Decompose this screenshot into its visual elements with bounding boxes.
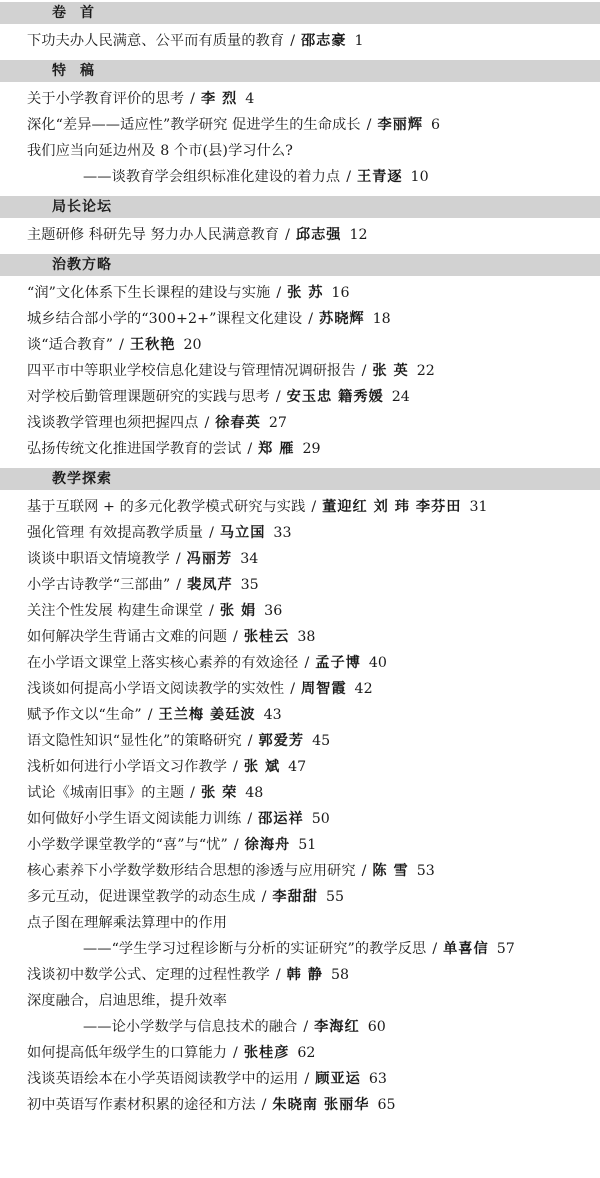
separator-slash: /: [303, 1019, 309, 1035]
entry-author: 张桂云: [243, 629, 290, 645]
entry-author: 王青逐: [356, 169, 403, 185]
entry-author: 王兰梅 姜廷波: [158, 707, 256, 723]
entry-title: 谈谈中职语文情境教学: [27, 551, 170, 567]
entry-title: 基于互联网 + 的多元化教学模式研究与实践: [27, 499, 306, 515]
toc-entry[interactable]: [0, 728, 600, 754]
entry-title: 下功夫办人民满意、公平而有质量的教育: [27, 33, 285, 49]
entry-page-number: 62: [297, 1045, 316, 1061]
entry-page-number: 45: [312, 733, 331, 749]
entry-page-number: 43: [263, 707, 282, 723]
separator-slash: /: [233, 759, 238, 775]
separator-slash: /: [432, 941, 438, 957]
entry-author: 张桂彦: [243, 1045, 290, 1061]
entry-author: 张 荣: [200, 785, 238, 801]
entry-page-number: 40: [368, 655, 387, 671]
entry-author: 周智霞: [300, 681, 347, 697]
section-entries: [0, 490, 600, 1122]
entry-author: 郭爱芳: [258, 733, 305, 749]
separator-slash: /: [247, 733, 253, 749]
entry-page-number: 22: [416, 363, 435, 379]
separator-slash: /: [361, 363, 367, 379]
toc-entry[interactable]: [0, 306, 600, 332]
entry-author: 冯丽芳: [186, 551, 233, 567]
separator-slash: /: [346, 169, 351, 185]
entry-author: 董迎红 刘 玮 李芬田: [322, 499, 462, 515]
entry-author: 邱志强: [295, 227, 342, 243]
section-entries: [0, 24, 600, 58]
toc-entry[interactable]: [0, 832, 600, 858]
toc-entry[interactable]: [0, 1066, 600, 1092]
entry-title: ——论小学数学与信息技术的融合: [83, 1019, 298, 1035]
entry-page-number: 38: [297, 629, 316, 645]
toc-entry[interactable]: [0, 650, 600, 676]
entry-page-number: 42: [354, 681, 373, 697]
toc-entry[interactable]: [0, 436, 600, 462]
entry-page-number: 10: [410, 169, 429, 185]
entry-page-number: 4: [245, 91, 255, 107]
entry-author: 张 英: [372, 363, 409, 379]
entry-page-number: 20: [183, 337, 202, 353]
entry-page-number: 55: [325, 889, 345, 905]
separator-slash: /: [290, 681, 295, 697]
toc-entry[interactable]: [0, 780, 600, 806]
entry-author: 王秋艳: [129, 337, 176, 353]
entry-title: 如何提高低年级学生的口算能力: [27, 1045, 228, 1061]
entry-title: 赋予作文以“生命”: [27, 707, 142, 723]
entry-author: 张 斌: [243, 759, 281, 775]
entry-page-number: 33: [273, 525, 292, 541]
entry-author: 裴凤芹: [187, 577, 233, 593]
separator-slash: /: [361, 863, 367, 879]
entry-title: 主题研修 科研先导 努力办人民满意教育: [27, 227, 280, 243]
section-heading: 局长论坛: [0, 196, 600, 218]
entry-title: 城乡结合部小学的“300+2+”课程文化建设: [27, 311, 303, 327]
entry-page-number: 36: [264, 603, 283, 619]
toc-entry-subtitle[interactable]: [0, 936, 600, 962]
separator-slash: /: [276, 285, 282, 301]
table-of-contents: [0, 2, 600, 1122]
separator-slash: /: [304, 1071, 310, 1087]
entry-title: 四平市中等职业学校信息化建设与管理情况调研报告: [27, 363, 356, 379]
entry-title: 浅谈英语绘本在小学英语阅读教学中的运用: [27, 1071, 299, 1087]
entry-title: 在小学语文课堂上落实核心素养的有效途径: [27, 655, 299, 671]
separator-slash: /: [233, 629, 238, 645]
separator-slash: /: [176, 577, 182, 593]
toc-entry[interactable]: [0, 910, 600, 936]
entry-title: ——谈教育学会组织标准化建设的着力点: [83, 169, 341, 185]
entry-title: 强化管理 有效提高教学质量: [27, 525, 204, 541]
toc-entry[interactable]: [0, 988, 600, 1014]
toc-entry[interactable]: [0, 1040, 600, 1066]
entry-title: 关注个性发展 构建生命课堂: [27, 603, 204, 619]
entry-title: 初中英语写作素材积累的途径和方法: [27, 1097, 256, 1113]
toc-entry[interactable]: [0, 222, 600, 248]
entry-author: 陈 雪: [372, 863, 409, 879]
entry-page-number: 47: [288, 759, 307, 775]
entry-author: 邵运祥: [258, 811, 304, 827]
separator-slash: /: [311, 499, 317, 515]
entry-title: 谈“适合教育”: [27, 337, 114, 353]
separator-slash: /: [147, 707, 153, 723]
entry-title: 小学古诗教学“三部曲”: [27, 577, 171, 593]
entry-title: 浅谈如何提高小学语文阅读教学的实效性: [27, 681, 285, 697]
separator-slash: /: [275, 389, 281, 405]
entry-author: 李海红: [314, 1019, 360, 1035]
separator-slash: /: [275, 967, 281, 983]
entry-title: 深度融合，启迪思维，提升效率: [27, 993, 228, 1009]
separator-slash: /: [308, 311, 313, 327]
entry-page-number: 34: [240, 551, 259, 567]
entry-title: 语文隐性知识“显性化”的策略研究: [27, 733, 242, 749]
toc-entry[interactable]: [0, 86, 600, 112]
entry-author: 安玉忠 籍秀媛: [286, 389, 384, 405]
entry-page-number: 48: [245, 785, 264, 801]
separator-slash: /: [290, 33, 295, 49]
entry-title: 对学校后勤管理课题研究的实践与思考: [27, 389, 270, 405]
entry-author: 顾亚运: [315, 1071, 361, 1087]
section-heading: 治教方略: [0, 254, 600, 276]
separator-slash: /: [190, 91, 195, 107]
section-heading: 卷首: [0, 2, 600, 24]
entry-author: 马立国: [219, 525, 266, 541]
toc-entry[interactable]: [0, 384, 600, 410]
entry-title: ——“学生学习过程诊断与分析的实证研究”的教学反思: [83, 941, 427, 957]
entry-title: “润”文化体系下生长课程的建设与实施: [27, 285, 271, 301]
separator-slash: /: [175, 551, 181, 567]
entry-page-number: 53: [416, 863, 435, 879]
entry-page-number: 60: [367, 1019, 386, 1035]
entry-page-number: 65: [377, 1097, 396, 1113]
entry-page-number: 35: [240, 577, 259, 593]
separator-slash: /: [261, 889, 267, 905]
entry-author: 孟子博: [315, 655, 361, 671]
toc-entry[interactable]: [0, 358, 600, 384]
entry-author: 张 娟: [219, 603, 257, 619]
entry-author: 徐春英: [215, 415, 261, 431]
entry-title: 关于小学教育评价的思考: [27, 91, 185, 107]
entry-page-number: 63: [368, 1071, 387, 1087]
separator-slash: /: [209, 525, 214, 541]
toc-entry[interactable]: [0, 572, 600, 598]
toc-entry[interactable]: [0, 806, 600, 832]
entry-page-number: 27: [268, 415, 287, 431]
entry-title: 核心素养下小学数学数形结合思想的渗透与应用研究: [27, 863, 356, 879]
entry-page-number: 12: [349, 227, 368, 243]
separator-slash: /: [233, 1045, 238, 1061]
entry-page-number: 6: [431, 117, 441, 133]
toc-entry[interactable]: [0, 520, 600, 546]
toc-entry[interactable]: [0, 1092, 600, 1118]
entry-title: 试论《城南旧事》的主题: [27, 785, 185, 801]
toc-entry[interactable]: [0, 28, 600, 54]
entry-title: 如何解决学生背诵古文难的问题: [27, 629, 228, 645]
entry-page-number: 31: [469, 499, 488, 515]
entry-page-number: 18: [372, 311, 391, 327]
entry-title: 浅谈初中数学公式、定理的过程性教学: [27, 967, 270, 983]
toc-entry[interactable]: [0, 598, 600, 624]
entry-title: 如何做好小学生语文阅读能力训练: [27, 811, 242, 827]
entry-page-number: 50: [311, 811, 330, 827]
entry-title: 我们应当向延边州及 8 个市(县)学习什么?: [27, 143, 293, 159]
entry-title: 弘扬传统文化推进国学教育的尝试: [27, 441, 242, 457]
toc-entry-subtitle[interactable]: [0, 164, 600, 190]
entry-author: 张 苏: [287, 285, 324, 301]
entry-page-number: 16: [331, 285, 350, 301]
toc-entry[interactable]: [0, 962, 600, 988]
separator-slash: /: [247, 811, 253, 827]
entry-author: 邵志豪: [300, 33, 347, 49]
toc-entry-subtitle[interactable]: [0, 1014, 600, 1040]
entry-author: 韩 静: [286, 967, 323, 983]
entry-page-number: 29: [302, 441, 321, 457]
separator-slash: /: [304, 655, 310, 671]
toc-entry[interactable]: [0, 702, 600, 728]
entry-page-number: 58: [331, 967, 350, 983]
entry-title: 浅谈教学管理也须把握四点: [27, 415, 199, 431]
toc-entry[interactable]: [0, 546, 600, 572]
entry-title: 小学数学课堂教学的“喜”与“忧”: [27, 837, 228, 853]
toc-entry[interactable]: [0, 494, 600, 520]
entry-author: 李甜甜: [272, 889, 318, 905]
toc-entry[interactable]: [0, 624, 600, 650]
separator-slash: /: [190, 785, 195, 801]
toc-entry[interactable]: [0, 858, 600, 884]
toc-entry[interactable]: [0, 138, 600, 164]
entry-title: 点子图在理解乘法算理中的作用: [27, 915, 228, 931]
entry-page-number: 57: [496, 941, 515, 957]
entry-page-number: 51: [298, 837, 317, 853]
toc-entry[interactable]: [0, 332, 600, 358]
separator-slash: /: [261, 1097, 267, 1113]
separator-slash: /: [209, 603, 214, 619]
entry-author: 单喜信: [443, 941, 489, 957]
entry-page-number: 1: [354, 33, 364, 49]
toc-entry[interactable]: [0, 676, 600, 702]
separator-slash: /: [204, 415, 210, 431]
toc-entry[interactable]: [0, 754, 600, 780]
entry-title: 多元互动，促进课堂教学的动态生成: [27, 889, 256, 905]
toc-entry[interactable]: [0, 280, 600, 306]
separator-slash: /: [285, 227, 290, 243]
toc-entry[interactable]: [0, 112, 600, 138]
entry-author: 苏晓辉: [319, 311, 365, 327]
separator-slash: /: [233, 837, 239, 853]
section-entries: [0, 276, 600, 466]
toc-entry[interactable]: [0, 410, 600, 436]
entry-title: 深化“差异——适应性”教学研究 促进学生的生命成长: [27, 117, 361, 133]
toc-entry[interactable]: [0, 884, 600, 910]
section-entries: [0, 218, 600, 252]
entry-author: 徐海舟: [244, 837, 291, 853]
separator-slash: /: [366, 117, 372, 133]
separator-slash: /: [247, 441, 253, 457]
separator-slash: /: [119, 337, 124, 353]
section-heading: 特稿: [0, 60, 600, 82]
entry-author: 李 烈: [200, 91, 238, 107]
section-entries: [0, 82, 600, 194]
entry-page-number: 24: [391, 389, 410, 405]
entry-author: 郑 雁: [258, 441, 295, 457]
section-heading: 教学探索: [0, 468, 600, 490]
entry-title: 浅析如何进行小学语文习作教学: [27, 759, 228, 775]
entry-author: 李丽辉: [377, 117, 424, 133]
entry-author: 朱晓南 张丽华: [272, 1097, 370, 1113]
